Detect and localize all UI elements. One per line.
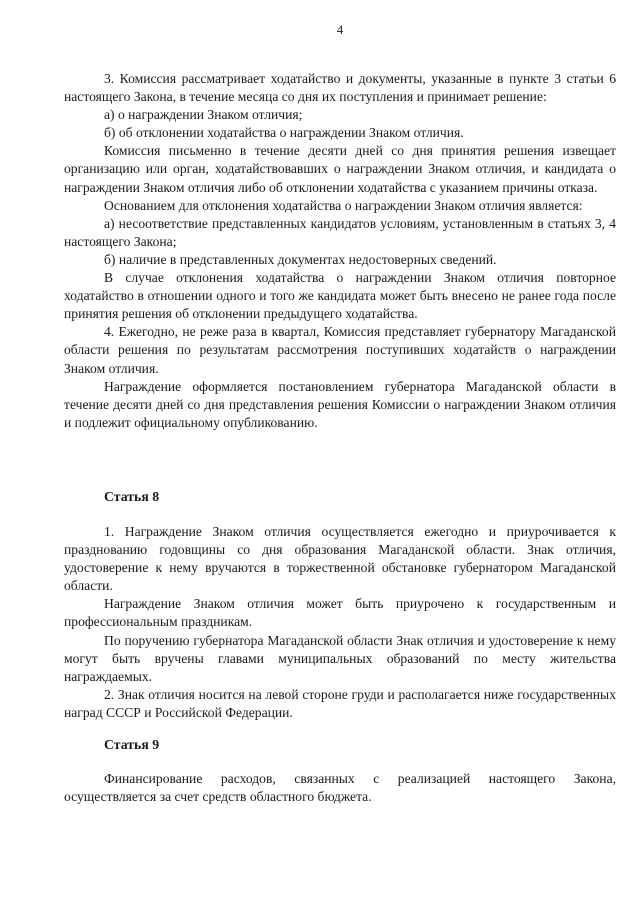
- article8-body: [64, 523, 616, 722]
- article8-heading: Статья 8: [104, 489, 160, 504]
- paragraph: Основанием для отклонения ходатайства о награждении Знаком отличия является:: [104, 197, 583, 213]
- list-item: б) наличие в представленных документах недостоверных сведений.: [104, 251, 497, 267]
- paragraph: 4. Ежегодно, не реже раза в квартал, Комиссия представляет губернатору Магаданской области решения по результатам рассмотрения поступивших ходатайств о награждении Знаком отличия.: [64, 324, 616, 376]
- paragraph: Комиссия письменно в течение десяти дней со дня принятия решения извещает организацию или орган, ходатайствовавших о награждении Знаком отличия, и кандидата о награждении Знаком отличия либо об отклонении ходатайства с указанием причины отказа.: [64, 143, 616, 195]
- page-number: 4: [336, 22, 344, 37]
- paragraph: 1. Награждение Знаком отличия осуществляется ежегодно и приурочивается к празднованию годовщины со дня образования Магаданской области. Знак отличия, удостоверение к нему вручаются в торжественной обстановке губернатором Магаданской области.: [64, 524, 616, 594]
- paragraph: 2. Знак отличия носится на левой стороне груди и располагается ниже государственных наград СССР и Российской Федерации.: [64, 686, 616, 720]
- paragraph: Награждение Знаком отличия может быть приурочено к государственным и профессиональным праздникам.: [64, 596, 616, 630]
- paragraph: В случае отклонения ходатайства о награждении Знаком отличия повторное ходатайство в отношении одного и того же кандидата может быть внесено не ранее года после принятия решения об отклонении предыдущего ходатайства.: [64, 270, 616, 322]
- article9-body: [64, 770, 616, 806]
- paragraph: Награждение оформляется постановлением губернатора Магаданской области в течение десяти дней со дня представления решения Комиссии о награждении Знаком отличия и подлежит официальному опубликованию.: [64, 378, 616, 430]
- list-item: а) о награждении Знаком отличия;: [104, 107, 303, 123]
- paragraph: Финансирование расходов, связанных с реализацией настоящего Закона, осуществляется за счет средств областного бюджета.: [64, 771, 616, 805]
- paragraph: 3. Комиссия рассматривает ходатайство и документы, указанные в пункте 3 статьи 6 настоящего Закона, в течение месяца со дня их поступления и принимает решение:: [64, 71, 616, 105]
- list-item: б) об отклонении ходатайства о награждении Знаком отличия.: [104, 125, 464, 141]
- article9-heading: Статья 9: [104, 737, 160, 752]
- list-item: а) несоответствие представленных кандидатов условиям, установленным в статьях 3, 4 настоящего Закона;: [64, 215, 616, 249]
- article7-continuation: [64, 70, 616, 432]
- paragraph: По поручению губернатора Магаданской области Знак отличия и удостоверение к нему могут быть вручены главами муниципальных образований по месту жительства награждаемых.: [64, 632, 616, 684]
